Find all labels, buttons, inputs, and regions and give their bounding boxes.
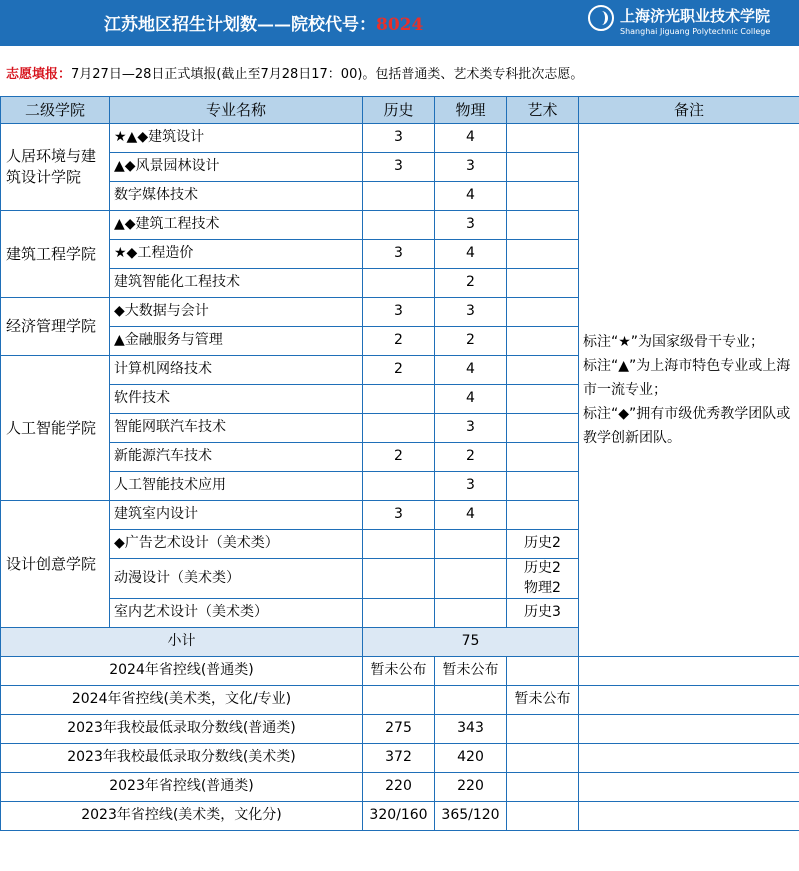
column-header: 备注 bbox=[579, 97, 799, 124]
score-row bbox=[1, 686, 799, 715]
score-label: 2023年我校最低录取分数线(普通类) bbox=[1, 715, 363, 744]
blank-cell bbox=[579, 657, 799, 686]
art-count bbox=[507, 182, 579, 211]
physics-count bbox=[435, 599, 507, 628]
major-name: ◆广告艺术设计（美术类） bbox=[110, 530, 363, 559]
art-count: 历史3 bbox=[507, 599, 579, 628]
score-label: 2024年省控线(美术类，文化/专业) bbox=[1, 686, 363, 715]
column-header: 物理 bbox=[435, 97, 507, 124]
history-count: 2 bbox=[363, 443, 435, 472]
art-count bbox=[507, 472, 579, 501]
history-count: 3 bbox=[363, 298, 435, 327]
art-score bbox=[507, 744, 579, 773]
physics-count bbox=[435, 559, 507, 599]
art-count bbox=[507, 385, 579, 414]
header-banner bbox=[0, 0, 799, 46]
column-header: 专业名称 bbox=[110, 97, 363, 124]
art-score: 暂未公布 bbox=[507, 686, 579, 715]
history-score: 275 bbox=[363, 715, 435, 744]
blank-cell bbox=[579, 744, 799, 773]
art-count bbox=[507, 327, 579, 356]
art-count-line: 历史2 bbox=[524, 560, 561, 576]
major-name: 建筑室内设计 bbox=[110, 501, 363, 530]
table-header-row bbox=[1, 97, 799, 124]
physics-count: 3 bbox=[435, 211, 507, 240]
score-row bbox=[1, 773, 799, 802]
blank-cell bbox=[579, 686, 799, 715]
history-score: 320/160 bbox=[363, 802, 435, 831]
major-name: 软件技术 bbox=[110, 385, 363, 414]
physics-score: 220 bbox=[435, 773, 507, 802]
physics-score: 420 bbox=[435, 744, 507, 773]
physics-count: 3 bbox=[435, 472, 507, 501]
remark-line: 标注“◆”拥有市级优秀教学团队或教学创新团队。 bbox=[583, 406, 791, 447]
history-count bbox=[363, 414, 435, 443]
physics-count: 2 bbox=[435, 327, 507, 356]
major-name: ▲金融服务与管理 bbox=[110, 327, 363, 356]
physics-count: 3 bbox=[435, 414, 507, 443]
blank-cell bbox=[579, 773, 799, 802]
physics-count: 4 bbox=[435, 240, 507, 269]
history-count bbox=[363, 472, 435, 501]
major-name: 数字媒体技术 bbox=[110, 182, 363, 211]
art-count bbox=[507, 153, 579, 182]
column-header: 艺术 bbox=[507, 97, 579, 124]
history-count: 2 bbox=[363, 327, 435, 356]
college-emblem-icon bbox=[588, 5, 614, 31]
major-name: ▲◆建筑工程技术 bbox=[110, 211, 363, 240]
physics-count: 2 bbox=[435, 269, 507, 298]
physics-count: 3 bbox=[435, 298, 507, 327]
column-header: 历史 bbox=[363, 97, 435, 124]
history-count bbox=[363, 599, 435, 628]
score-row bbox=[1, 744, 799, 773]
major-name: 智能网联汽车技术 bbox=[110, 414, 363, 443]
physics-count: 4 bbox=[435, 124, 507, 153]
history-count: 2 bbox=[363, 356, 435, 385]
remark-line: 标注“▲”为上海市特色专业或上海市一流专业； bbox=[583, 358, 791, 399]
table-row bbox=[1, 124, 799, 153]
art-count-line: 物理2 bbox=[524, 579, 561, 596]
major-name: 建筑智能化工程技术 bbox=[110, 269, 363, 298]
notice-text: 7月27日—28日正式填报(截止至7月28日17：00)。包括普通类、艺术类专科批次志愿。 bbox=[71, 67, 584, 82]
history-count: 3 bbox=[363, 240, 435, 269]
physics-count: 2 bbox=[435, 443, 507, 472]
page-title: 江苏地区招生计划数——院校代号：8024 bbox=[104, 15, 424, 35]
history-count: 3 bbox=[363, 124, 435, 153]
major-name: 动漫设计（美术类） bbox=[110, 559, 363, 599]
physics-score bbox=[435, 686, 507, 715]
art-score bbox=[507, 773, 579, 802]
history-count bbox=[363, 385, 435, 414]
major-name: 人工智能技术应用 bbox=[110, 472, 363, 501]
art-count bbox=[507, 443, 579, 472]
physics-score: 365/120 bbox=[435, 802, 507, 831]
history-score: 220 bbox=[363, 773, 435, 802]
art-count bbox=[507, 124, 579, 153]
art-count bbox=[507, 414, 579, 443]
art-count bbox=[507, 356, 579, 385]
art-score bbox=[507, 715, 579, 744]
column-header: 二级学院 bbox=[1, 97, 110, 124]
physics-count: 4 bbox=[435, 182, 507, 211]
history-score: 372 bbox=[363, 744, 435, 773]
major-name: ◆大数据与会计 bbox=[110, 298, 363, 327]
art-count bbox=[507, 298, 579, 327]
enrollment-plan-table bbox=[0, 96, 799, 831]
logo-name-cn: 上海济光职业技术学院 bbox=[620, 7, 771, 25]
major-name: ★◆工程造价 bbox=[110, 240, 363, 269]
score-row bbox=[1, 802, 799, 831]
history-score: 暂未公布 bbox=[363, 657, 435, 686]
subtotal-label: 小计 bbox=[1, 628, 363, 657]
subtotal-value: 75 bbox=[363, 628, 579, 657]
score-row bbox=[1, 715, 799, 744]
score-label: 2023年省控线(美术类，文化分) bbox=[1, 802, 363, 831]
history-count: 3 bbox=[363, 153, 435, 182]
college-name: 建筑工程学院 bbox=[1, 211, 110, 298]
art-count bbox=[507, 240, 579, 269]
physics-count bbox=[435, 530, 507, 559]
notice-label: 志愿填报： bbox=[6, 67, 72, 82]
physics-score: 343 bbox=[435, 715, 507, 744]
physics-score: 暂未公布 bbox=[435, 657, 507, 686]
major-name: 室内艺术设计（美术类） bbox=[110, 599, 363, 628]
art-count bbox=[507, 559, 579, 599]
remarks-cell bbox=[579, 124, 799, 657]
school-code: 8024 bbox=[376, 15, 424, 35]
art-score bbox=[507, 657, 579, 686]
art-score bbox=[507, 802, 579, 831]
major-name: 计算机网络技术 bbox=[110, 356, 363, 385]
blank-cell bbox=[579, 802, 799, 831]
score-label: 2023年我校最低录取分数线(美术类) bbox=[1, 744, 363, 773]
score-label: 2024年省控线(普通类) bbox=[1, 657, 363, 686]
physics-count: 4 bbox=[435, 501, 507, 530]
application-notice bbox=[6, 63, 583, 82]
physics-count: 4 bbox=[435, 385, 507, 414]
history-count bbox=[363, 269, 435, 298]
art-count bbox=[507, 269, 579, 298]
history-score bbox=[363, 686, 435, 715]
history-count bbox=[363, 211, 435, 240]
logo-name-en: Shanghai Jiguang Polytechnic College bbox=[620, 27, 771, 36]
score-label: 2023年省控线(普通类) bbox=[1, 773, 363, 802]
art-count: 历史2 bbox=[507, 530, 579, 559]
art-count bbox=[507, 211, 579, 240]
blank-cell bbox=[579, 715, 799, 744]
physics-count: 4 bbox=[435, 356, 507, 385]
major-name: ▲◆风景园林设计 bbox=[110, 153, 363, 182]
college-name: 人居环境与建筑设计学院 bbox=[1, 124, 110, 211]
remark-line: 标注“★”为国家级骨干专业； bbox=[583, 334, 765, 351]
history-count bbox=[363, 530, 435, 559]
major-name: ★▲◆建筑设计 bbox=[110, 124, 363, 153]
physics-count: 3 bbox=[435, 153, 507, 182]
score-row bbox=[1, 657, 799, 686]
history-count bbox=[363, 559, 435, 599]
history-count bbox=[363, 182, 435, 211]
college-name: 人工智能学院 bbox=[1, 356, 110, 501]
history-count: 3 bbox=[363, 501, 435, 530]
college-name: 设计创意学院 bbox=[1, 501, 110, 628]
major-name: 新能源汽车技术 bbox=[110, 443, 363, 472]
college-name: 经济管理学院 bbox=[1, 298, 110, 356]
art-count bbox=[507, 501, 579, 530]
